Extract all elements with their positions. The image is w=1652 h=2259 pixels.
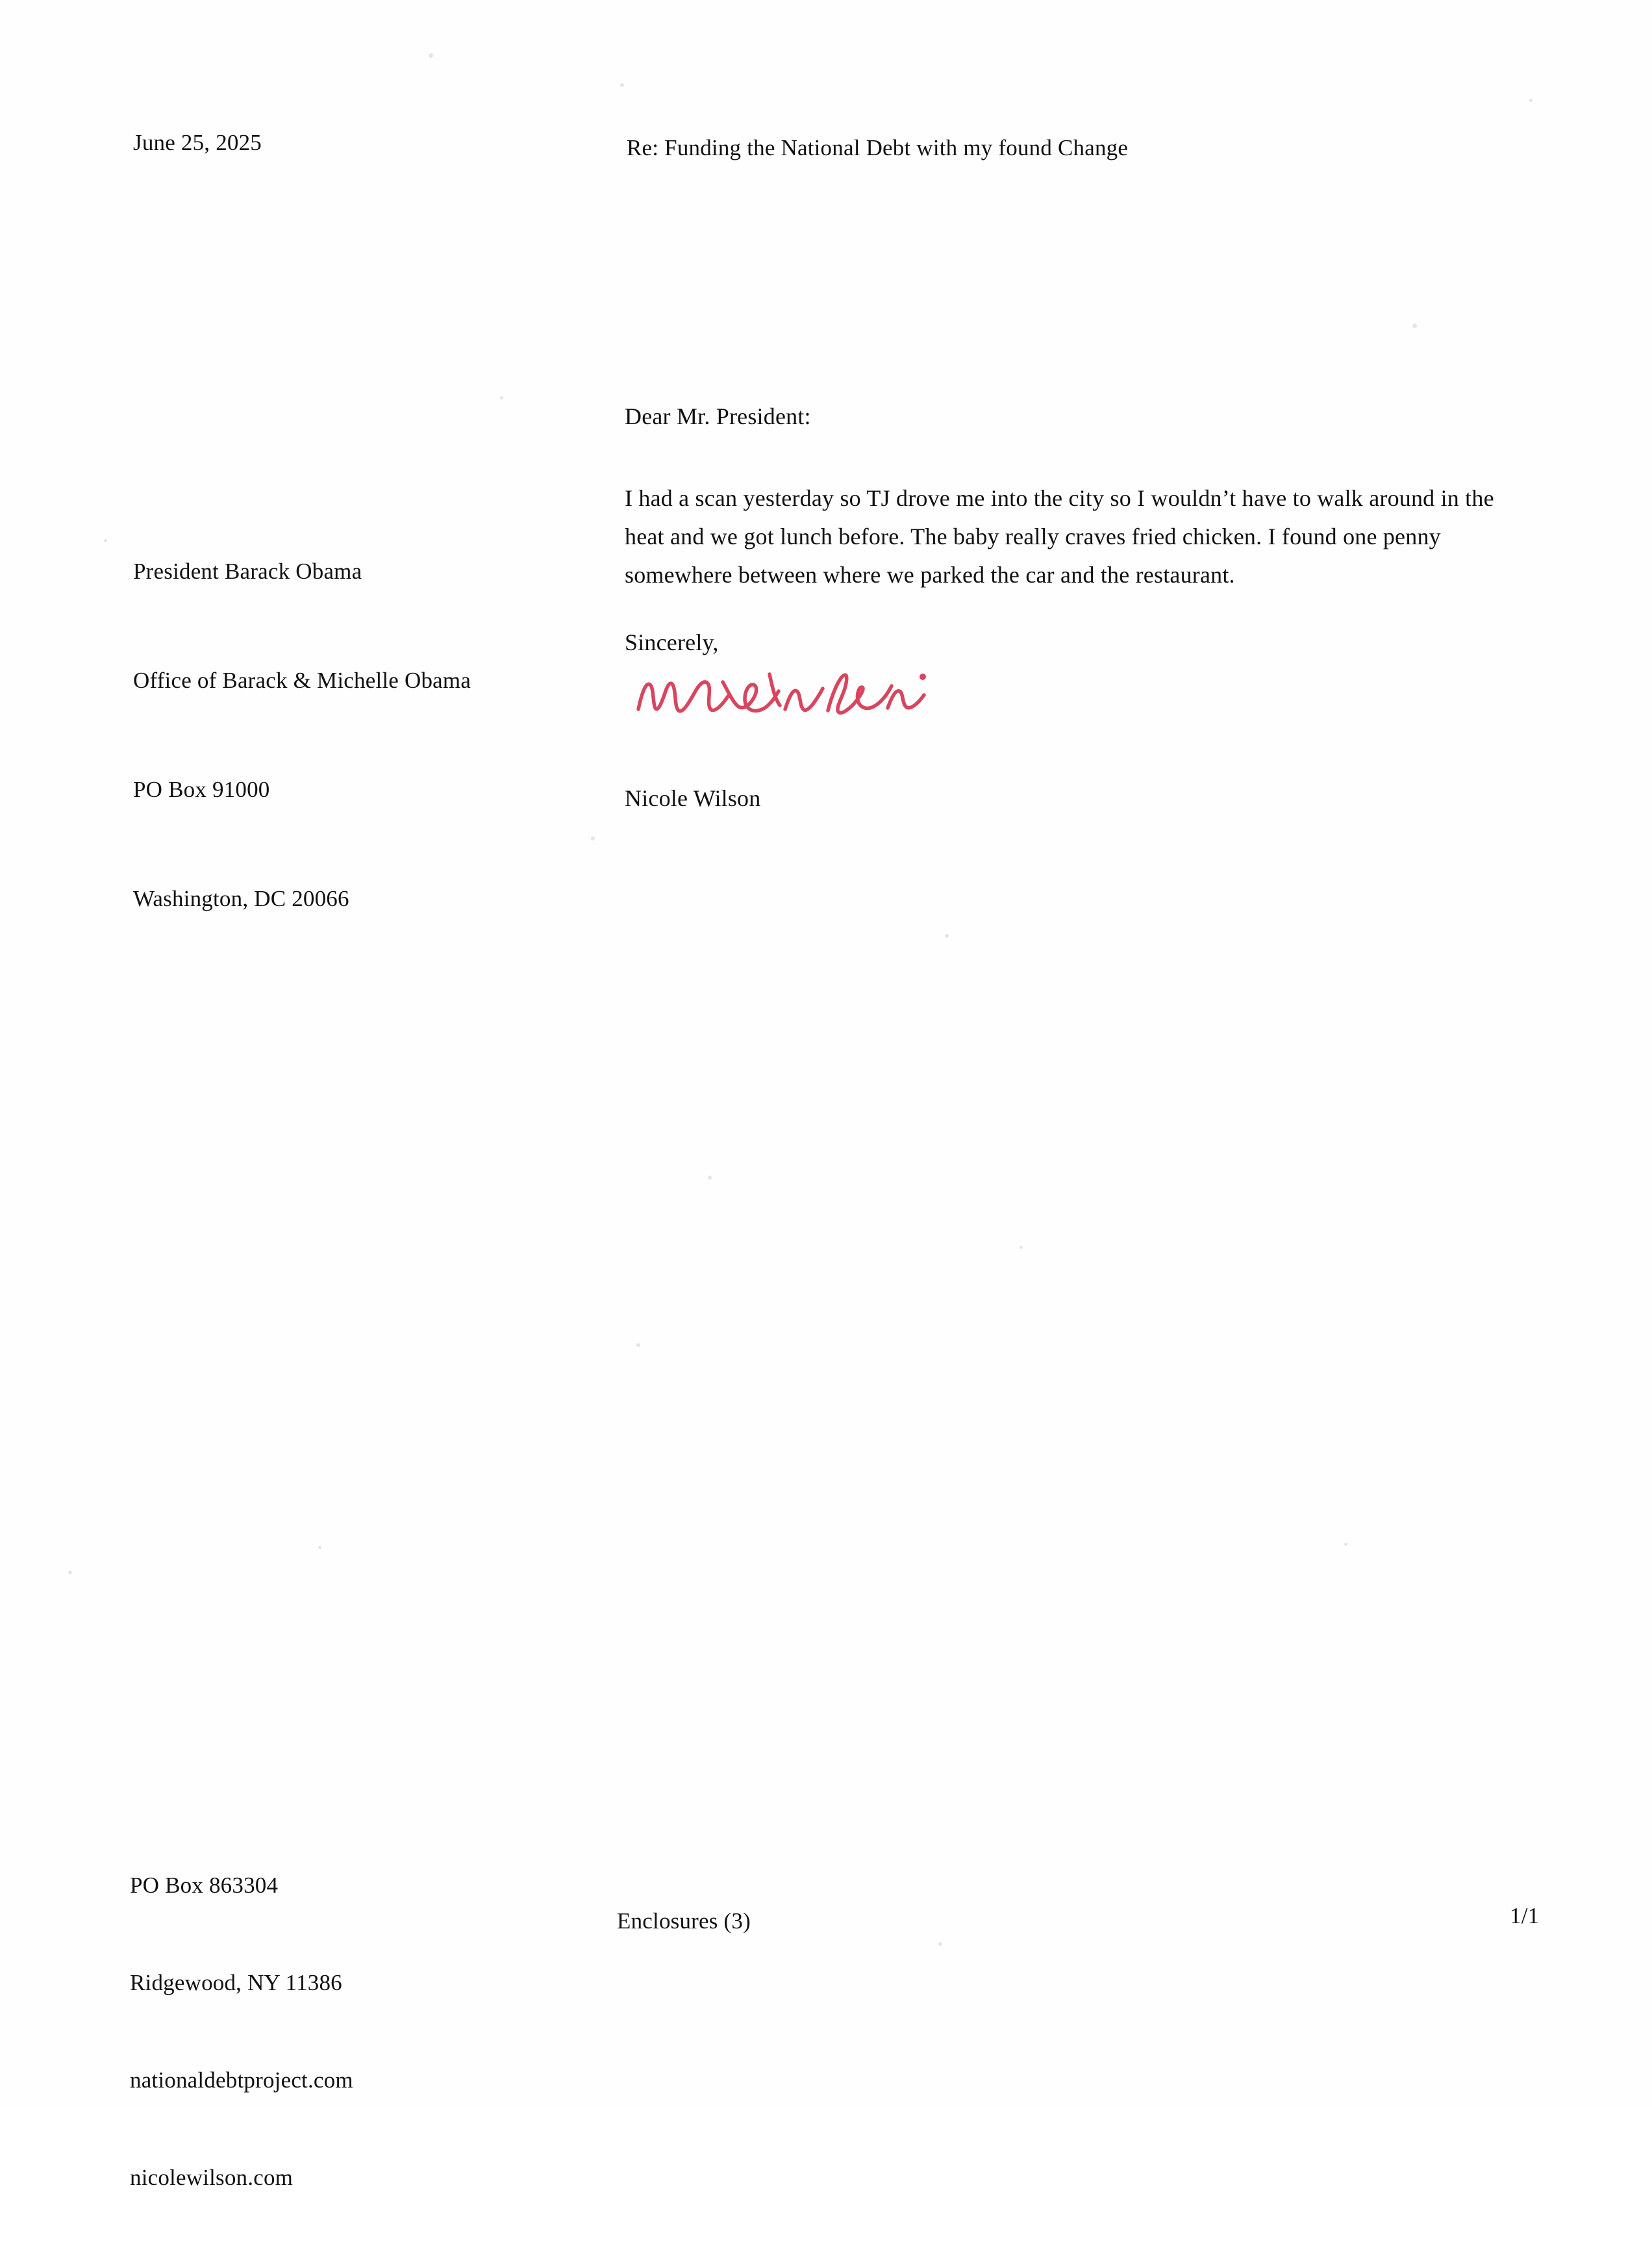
scan-speck — [938, 1942, 942, 1946]
recipient-line-3: PO Box 91000 — [133, 777, 270, 802]
scan-speck — [1020, 1246, 1023, 1249]
enclosures-note: Enclosures (3) — [617, 1908, 751, 1934]
handwritten-signature — [633, 663, 958, 734]
footer-address-line-1: PO Box 863304 — [130, 1873, 279, 1898]
letter-subject-line: Re: Funding the National Debt with my found Change — [627, 135, 1129, 160]
scan-speck — [708, 1176, 712, 1180]
scan-speck — [591, 837, 595, 840]
scan-speck — [1412, 323, 1417, 328]
signer-name: Nicole Wilson — [625, 785, 761, 811]
letter-closing: Sincerely, — [625, 629, 719, 655]
footer-address-line-2: Ridgewood, NY 11386 — [130, 1970, 342, 1995]
footer-website-personal: nicolewilson.com — [130, 2165, 294, 2190]
scan-speck — [1529, 99, 1533, 102]
letter-salutation: Dear Mr. President: — [625, 403, 811, 429]
scan-speck — [1344, 1543, 1347, 1546]
recipient-line-1: President Barack Obama — [133, 559, 362, 584]
recipient-line-2: Office of Barack & Michelle Obama — [133, 668, 471, 693]
scan-speck — [104, 539, 107, 542]
scan-speck — [68, 1571, 72, 1574]
scan-speck — [945, 934, 949, 938]
scan-speck — [636, 1343, 640, 1347]
recipient-line-4: Washington, DC 20066 — [133, 886, 349, 911]
letter-body-paragraph: I had a scan yesterday so TJ drove me into the city so I wouldn’t have to walk around in the heat and we got lunch before. The baby really craves fried chicken. I found one penny somewhere between where we parked the car and the restaurant. — [625, 485, 1494, 588]
footer-address-block — [130, 1804, 353, 2259]
footer-website-project: nationaldebtproject.com — [130, 2067, 353, 2093]
scan-speck — [318, 1546, 321, 1549]
recipient-address-block — [133, 481, 471, 990]
page-number: 1/1 — [1510, 1903, 1540, 1928]
scan-speck — [620, 83, 624, 87]
letter-date: June 25, 2025 — [133, 130, 262, 155]
scan-speck — [500, 396, 503, 399]
scan-speck — [429, 53, 433, 58]
